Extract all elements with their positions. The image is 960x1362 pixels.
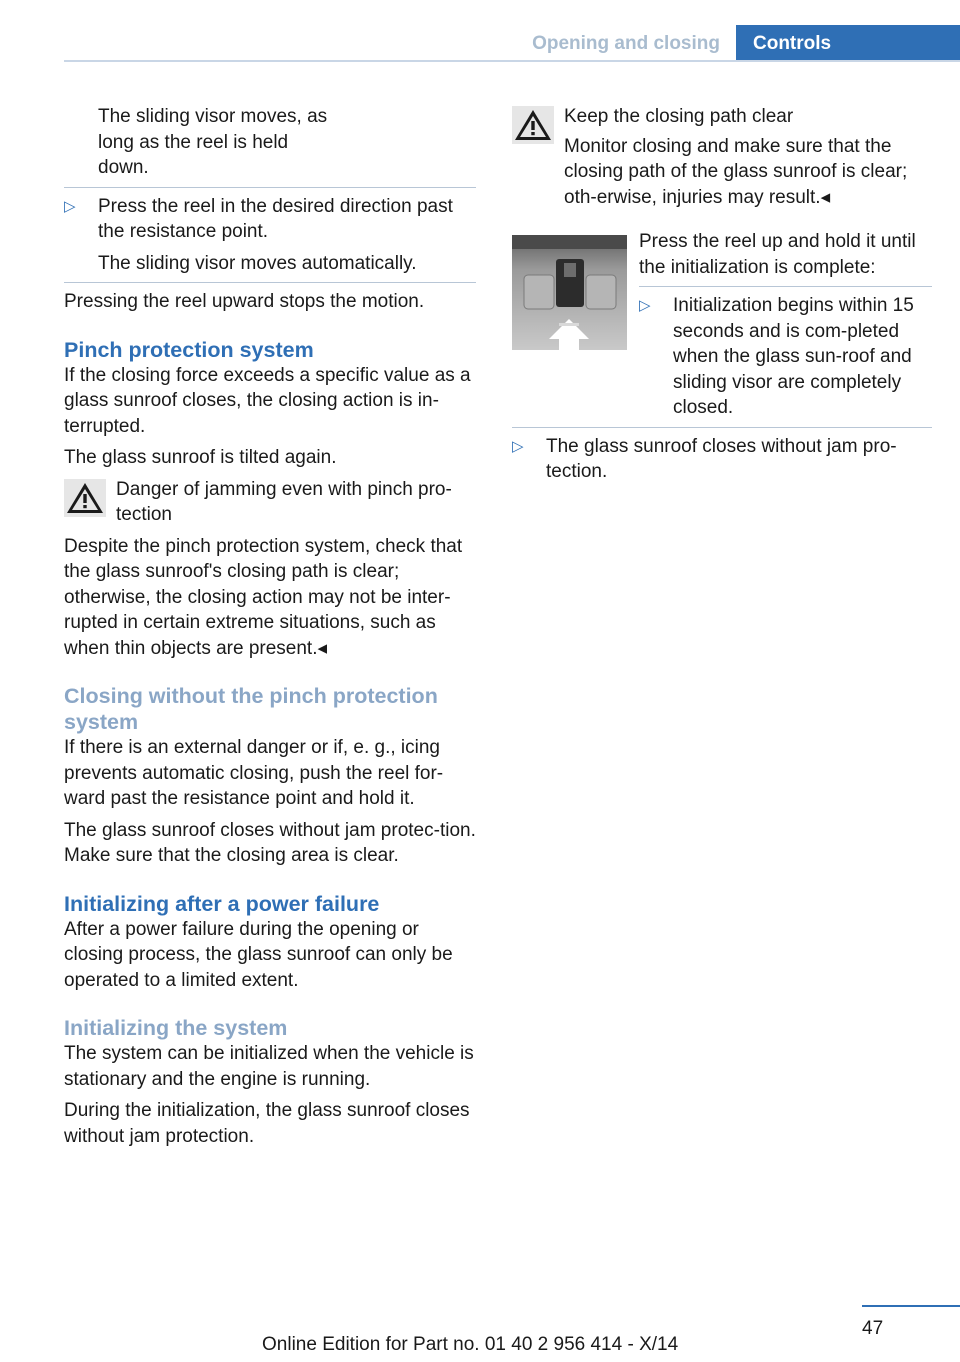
stop-text: Pressing the reel upward stops the motion. (64, 291, 425, 312)
warning-body: Despite the pinch protection system, check that the glass sunroof's closing path is clear; otherwise, the closing action may not be inter-rupted in certain extreme situations, such as when thin objects are present.◂ (64, 535, 463, 659)
list-item (639, 293, 932, 421)
list-item (64, 194, 476, 245)
left-column (64, 104, 476, 1155)
header-rule (64, 60, 960, 62)
section-pinch-protection (64, 337, 476, 662)
paragraph: During the initialization, the glass sunroof closes without jam protection. (64, 1100, 470, 1147)
paragraph: After a power failure during the opening or closing process, the glass sunroof can only be operated to a limited extent. (64, 918, 453, 991)
edition-text: Online Edition for Part no. 01 40 2 956 414 - X/14 (262, 1334, 679, 1355)
triangle-bullet-icon: ▷ (64, 197, 76, 215)
page-number: 47 (862, 1318, 884, 1339)
list-item (512, 434, 932, 485)
paragraph: If the closing force exceeds a specific value as a glass sunroof closes, the closing action is in-terrupted. (64, 364, 471, 437)
intro-line-1: The sliding visor moves, as (98, 106, 328, 127)
paragraph: The glass sunroof closes without jam protec-tion. Make sure that the closing area is clear. (64, 819, 476, 866)
warning-block (64, 477, 476, 528)
paragraph: The system can be initialized when the vehicle is stationary and the engine is running. (64, 1043, 474, 1090)
press-text: Press the reel up and hold it until the initialization is complete: (639, 231, 916, 278)
section-closing-without-pinch (64, 683, 476, 869)
right-column-continued (512, 229, 932, 491)
warning-title: Keep the closing path clear (564, 106, 794, 127)
header-section-title: Opening and closing (532, 33, 720, 54)
section-title: Initializing after a power failure (64, 891, 380, 916)
list-separator (639, 286, 932, 287)
warning-body (512, 134, 932, 211)
warning-block (512, 104, 932, 130)
paragraph: If there is an external danger or if, e. g., icing prevents automatic closing, push the reel for-ward past the resistance point and hold it. (64, 737, 444, 809)
section-title: Initializing the system (64, 1016, 288, 1040)
intro-line-3: down. (98, 157, 149, 178)
section-power-failure (64, 891, 476, 994)
triangle-bullet-icon: ▷ (639, 297, 651, 314)
intro-text (64, 104, 476, 181)
section-title: Pinch protection system (64, 337, 314, 362)
intro-line-2: long as the reel is held (98, 131, 289, 153)
footer-rule (862, 1305, 960, 1307)
section-initializing (64, 1015, 476, 1149)
list-separator (64, 187, 476, 188)
right-column (512, 104, 932, 216)
warning-body-text: Monitor closing and make sure that the closing path of the glass sunroof is clear; oth-erwise, injuries may result.◂ (564, 135, 908, 208)
list-item-text: Initialization begins within 15 seconds and is com-pleted when the glass sun-roof and sliding visor are completely closed. (673, 295, 914, 418)
list-item-text: The glass sunroof closes without jam pro-tection. (546, 435, 897, 482)
header-chapter-tab: Controls (736, 25, 960, 62)
list-item-text: Press the reel in the desired direction past the resistance point. (98, 195, 453, 242)
section-title: Closing without the pinch protection system (64, 684, 438, 734)
triangle-bullet-icon: ▷ (512, 437, 524, 455)
list-item-subtext: The sliding visor moves automatically. (98, 252, 417, 274)
warning-icon (512, 106, 554, 144)
paragraph: The glass sunroof is tilted again. (64, 447, 337, 468)
warning-title: Danger of jamming even with pinch pro-tection (116, 478, 452, 525)
list-separator (512, 427, 932, 428)
warning-icon (64, 479, 106, 517)
list-separator (64, 282, 476, 283)
